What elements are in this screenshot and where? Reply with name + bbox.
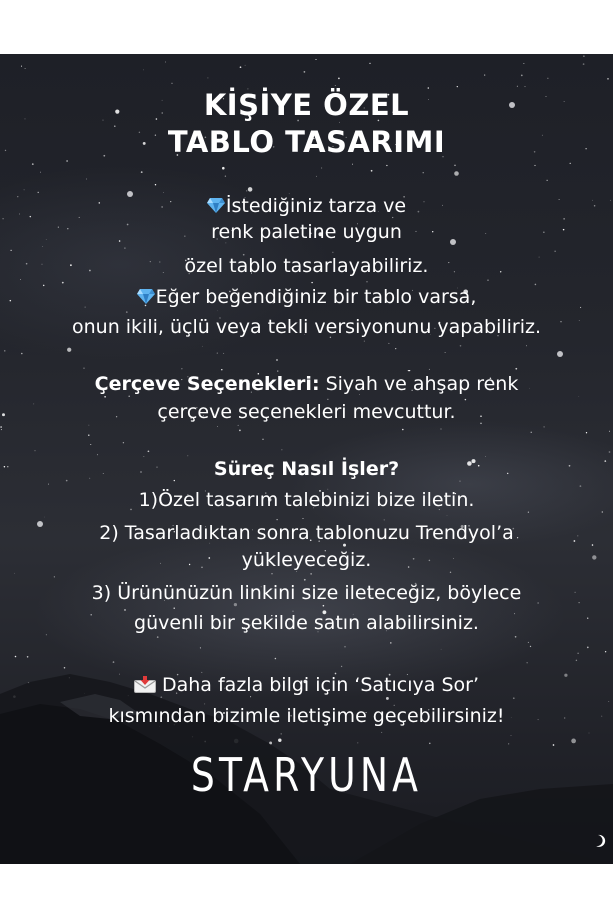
intro-line-2: renk paletine uygun: [211, 221, 402, 243]
gem-icon: [207, 197, 225, 213]
frame-text-1: Siyah ve ahşap renk: [319, 373, 519, 395]
intro-text-4: Eğer beğendiğiniz bir tablo varsa,: [155, 286, 477, 308]
page-title: [0, 87, 613, 161]
frame-line-2: çerçeve seçenekleri mevcuttur.: [157, 401, 456, 423]
intro-text-1: İstediğiniz tarza ve: [225, 195, 407, 217]
process-line-4: 3) Ürününüzün linkini size ileteceğiz, böylece: [91, 582, 522, 604]
brand-logo: STARYUNA: [190, 748, 423, 802]
title-line-1: KİŞİYE ÖZEL: [203, 88, 410, 122]
contact-line-1: [0, 673, 613, 698]
incoming-envelope-icon: [134, 676, 156, 693]
intro-line-1: [0, 194, 613, 219]
process-line-1: 1)Özel tasarım talebinizi bize iletin.: [138, 489, 475, 511]
poster-image: [0, 54, 613, 864]
process-line-3: yükleyeceğiz.: [241, 549, 372, 571]
intro-line-5: onun ikili, üçlü veya tekli versiyonunu yapabiliriz.: [71, 316, 542, 338]
gem-icon: [137, 288, 155, 304]
small-moon-icon: [594, 834, 606, 848]
process-line-2: 2) Tasarladıktan sonra tablonuzu Trendyol’a: [99, 522, 514, 544]
frame-line-1: [0, 372, 613, 397]
intro-line-3: özel tablo tasarlayabiliriz.: [184, 255, 429, 277]
title-line-2: TABLO TASARIMI: [167, 125, 446, 159]
process-heading: Süreç Nasıl İşler?: [213, 458, 400, 480]
contact-text-1: Daha fazla bilgi için ‘Satıcıya Sor’: [161, 674, 479, 696]
intro-line-4: [0, 285, 613, 310]
contact-line-2: kısmından bizimle iletişime geçebilirsiniz!: [108, 705, 505, 727]
process-line-5: güvenli bir şekilde satın alabilirsiniz.: [134, 612, 479, 634]
frame-heading: Çerçeve Seçenekleri:: [94, 373, 320, 395]
